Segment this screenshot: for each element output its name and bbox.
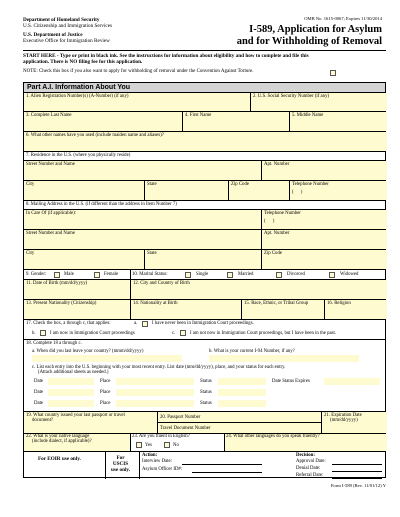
approval-date-label: Approval Date: [296,459,326,464]
expiration-format-label: (mm/dd/yyyy) [330,418,358,423]
entry1-expires-label: Date Status Expires [272,379,310,384]
uscis-label: U.S. Citizenship and Immigration Services [23,23,113,30]
gender-label: 9. Gender: [26,271,47,277]
res-state-label: State [147,182,157,187]
entry2-place-input[interactable] [116,389,194,396]
entry3-place-label: Place [100,401,111,406]
entry2-date-input[interactable] [48,389,94,396]
passport-country-label: 19. What country issued your last passport or travel [26,413,125,418]
court-b-label: I am now in Immigration Court proceedings [50,330,135,336]
uscis-for: For [116,455,125,461]
eoir-use-label: For EOIR use only. [38,456,81,462]
doj-label: U.S. Department of Justice [23,31,83,38]
court-label: 17. Check the box, a through c, that applies: [26,321,111,326]
entries-label: c. List each entry into the U.S. beginning with your most recent entry. List date (mm/dd/yyyy), place, and your status for each entry. [32,365,286,370]
dob-label: 11. Date of Birth (mm/dd/yyyy) [26,281,88,286]
denial-date-label: Denial Date: [296,466,321,471]
entry3-status-label: Status [200,401,212,406]
court-c-checkbox[interactable] [180,330,186,336]
residence-label: 7. Residence in the U.S. (where you physically reside) [26,153,131,158]
entry2-date-label: Date [34,390,44,395]
other-languages-label: 24. What other languages do you speak fluently? [226,434,320,439]
marital-divorced-label: Divorced [287,271,305,277]
mail-city-input[interactable] [24,250,144,269]
expiration-label: 21. Expiration Date [324,413,362,418]
gender-male-checkbox[interactable] [54,272,60,278]
agency-block [23,17,112,45]
mail-city-label: City [26,251,35,256]
res-city-label: City [26,182,35,187]
english-no-checkbox[interactable] [164,442,170,448]
header-divider [23,50,386,51]
entry3-status-input[interactable] [218,400,266,407]
officer-id-label: Asylum Officer ID#: [142,467,183,472]
entry2-place-label: Place [100,390,111,395]
res-zip-label: Zip Code [231,182,249,187]
entry3-date-input[interactable] [48,400,94,407]
mail-zip-label: Zip Code [264,251,282,256]
entry2-status-label: Status [200,390,212,395]
decision-label: Decision: [296,453,315,458]
marital-widowed-label: Widowed [340,271,359,277]
part-a1-header: Part A.I. Information About You [24,83,385,93]
entry-label: 18. Complete 18 a through c. [26,341,82,346]
passport-country-label-2: document? [32,418,54,423]
native-language-label: 22. What is your native language [26,434,90,439]
marital-married-checkbox[interactable] [227,272,233,278]
entry1-place-input[interactable] [116,378,194,385]
form-title-line1: I-589, Application for Asylum [249,24,382,35]
res-apt-label: Apt. Number [264,162,290,167]
cat-checkbox[interactable] [330,70,336,76]
interview-date-label: Interview Date: [142,459,172,464]
care-of-label: In Care Of (if applicable): [26,211,77,216]
entry1-place-label: Place [100,379,111,384]
mail-state-input[interactable] [145,250,261,269]
i94-label: b. What is your current I-94 Number, if any? [209,349,295,354]
form-part-a1 [23,82,386,478]
nationality-label: 13. Present Nationality (Citizenship) [26,301,97,306]
referral-date-label: Referral Date: [296,473,324,478]
i94-input[interactable] [209,355,359,362]
mailing-label: 8. Mailing Address in the U.S. (if different than the address in Item Number 7) [26,202,177,207]
start-line2: application. There is NO filing fee for this application. [23,59,143,66]
mail-apt-label: Apt. Number [264,231,290,236]
uscis-use-only: use only. [111,466,131,473]
entry3-place-input[interactable] [116,400,194,407]
other-names-label: 6. What other names have you used (include maiden name and aliases)? [26,133,164,138]
entry1-date-label: Date [34,379,44,384]
dhs-label: Department of Homeland Security [23,17,100,23]
mail-phone-label: Telephone Number [264,211,301,216]
first-name-label: 4. First Name [185,113,212,118]
mail-state-label: State [147,251,157,256]
ethnic-group-label: 15. Race, Ethnic, or Tribal Group [244,301,309,306]
res-phone-label: Telephone Number [292,182,329,187]
res-phone-parens: ( ) [292,190,303,195]
court-b-checkbox[interactable] [40,330,46,336]
entry2-status-input[interactable] [218,389,266,396]
entry1-expires-input[interactable] [324,378,380,385]
form-title-line2: and for Withholding of Removal [236,35,382,47]
marital-label: 10. Marital Status: [132,271,168,277]
middle-name-label: 5. Middle Name [292,113,324,118]
court-a-checkbox[interactable] [142,321,148,327]
ssn-label: 2. U.S. Social Security Number (if any) [253,94,330,99]
english-yes-checkbox[interactable] [136,442,142,448]
entry1-date-input[interactable] [48,378,94,385]
birth-nationality-label: 14. Nationality at Birth [133,301,178,306]
marital-widowed-checkbox[interactable] [329,272,335,278]
gender-female-checkbox[interactable] [94,272,100,278]
marital-single-checkbox[interactable] [185,272,191,278]
start-line1: START HERE - Type or print in black ink. See the instructions for information about eligibility and how to complete and file this [23,53,309,59]
entries-attach-label: (Attach additional sheets as needed.) [38,370,109,375]
english-yes-label: Yes [145,442,152,448]
entry3-date-label: Date [34,401,44,406]
court-a-letter: a. [134,321,138,326]
omb-number: OMB No. 1615-0067; Expires 11/30/2014 [304,16,382,21]
court-c-letter: c. [172,330,176,336]
mail-phone-parens: ( ) [264,219,275,224]
marital-single-label: Single [196,271,209,277]
last-name-label: 3. Complete Last Name [26,113,72,118]
court-a-label: I have never been in Immigration Court proceedings. [152,321,254,326]
native-language-label-2: (include dialect, if applicable)? [32,439,92,444]
marital-divorced-checkbox[interactable] [276,272,282,278]
court-b-letter: b. [32,330,36,336]
last-left-label: a. When did you last leave your country? (mmm/dd/yyyy) [32,349,144,354]
a-number-label: 1. Alien Registration Number(s) (A-Number) (if any) [26,94,129,99]
travel-doc-label: Travel Document Number [160,426,211,431]
passport-number-label: 20. Passport Number [160,415,201,420]
eoir-label: Executive Office for Immigration Review [23,38,110,45]
entry1-status-input[interactable] [218,378,266,385]
mail-street-label: Street Number and Name [26,231,75,236]
religion-label: 16. Religion [327,301,351,306]
birth-place-label: 12. City and Country of Birth [133,281,190,286]
english-fluent-label: 23. Are you fluent in English? [132,434,190,439]
last-left-input[interactable] [32,355,182,362]
form-title [237,24,382,47]
english-no-label: No [173,442,179,448]
res-state-input[interactable] [145,181,228,200]
res-street-label: Street Number and Name [26,162,75,167]
uscis-name: USCIS [112,460,129,467]
gender-female-label: Female [104,271,119,277]
entry1-status-label: Status [200,379,212,384]
action-label: Action: [142,453,158,458]
court-c-label: I am not now in Immigration Court proceedings, but I have been in the past. [190,330,337,336]
res-city-input[interactable] [24,181,144,200]
form-id: Form I-589 (Rev. 11/01/12) Y [330,483,386,488]
gender-male-label: Male [64,271,74,277]
start-instructions [23,53,309,65]
cat-note: NOTE: Check this box if you also want to apply for withholding of removal under the Convention Against Torture. [23,69,254,74]
marital-married-label: Married [238,271,254,277]
uscis-use-block [111,456,130,473]
